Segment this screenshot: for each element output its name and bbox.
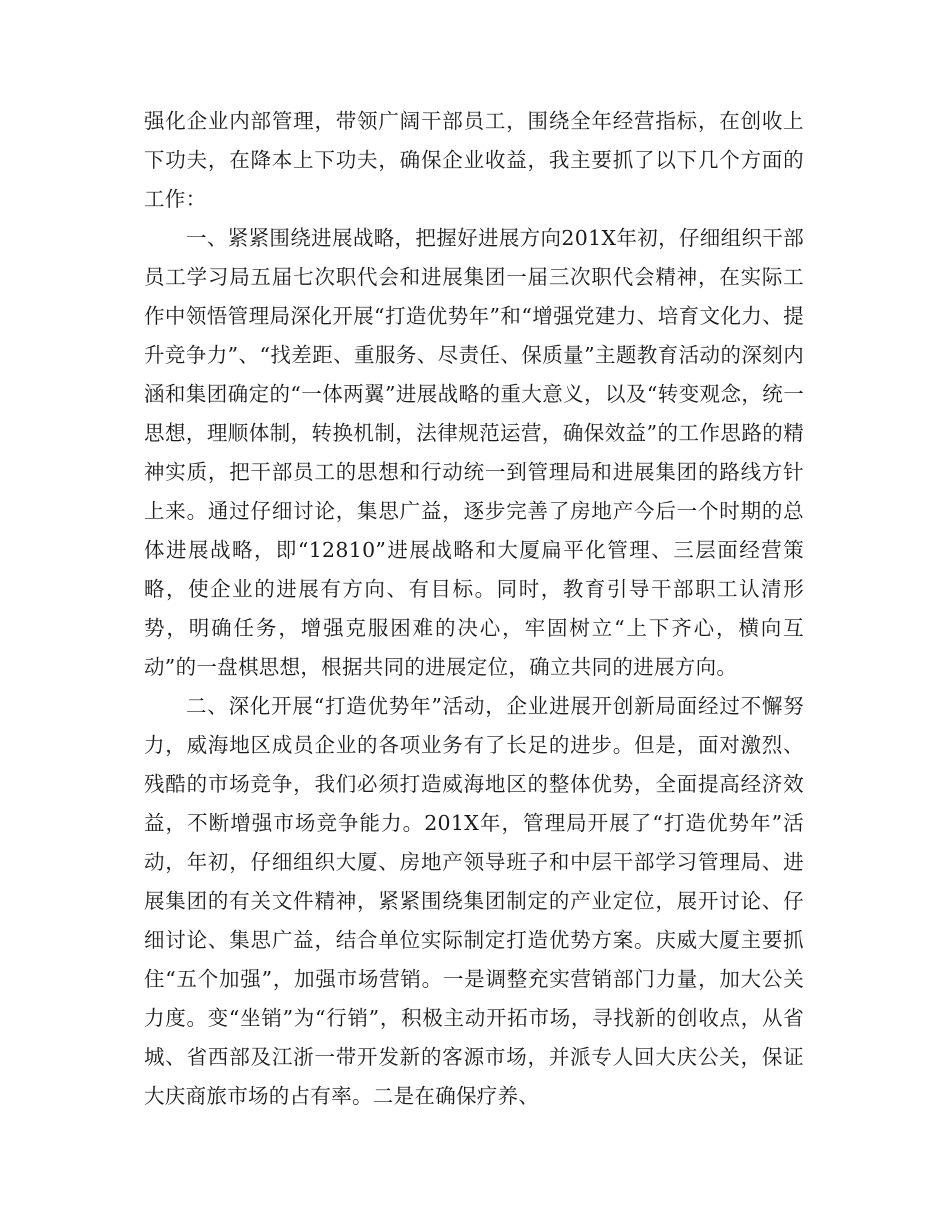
- paragraph-intro: 强化企业内部管理，带领广阔干部员工，围绕全年经营指标，在创收上下功夫，在降本上下功夫，确保企业收益，我主要抓了以下几个方面的工作：: [144, 109, 804, 211]
- paragraph-section-2: 二、深化开展“打造优势年”活动，企业进展开创新局面经过不懈努力，威海地区成员企业的各项业务有了长足的进步。但是，面对激烈、残酷的市场竞争，我们必须打造威海地区的整体优势，全面提高经济效益，不断增强市场竞争能力。201X年，管理局开展了“打造优势年”活动，年初，仔细组织大厦、房地产领导班子和中层干部学习管理局、进展集团的有关文件精神，紧紧围绕集团制定的产业定位，展开讨论、仔细讨论、集思广益，结合单位实际制定打造优势方案。庆威大厦主要抓住“五个加强”，加强市场营销。一是调整充实营销部门力量，加大公关力度。变“坐销”为“行销”，积极主动开拓市场，寻找新的创收点，从省城、省西部及江浙一带开发新的客源市场，并派专人回大庆公关，保证大庆商旅市场的占有率。二是在确保疗养、: [144, 694, 804, 1108]
- paragraph-section-1: 一、紧紧围绕进展战略，把握好进展方向201X年初，仔细组织干部员工学习局五届七次职代会和进展集团一届三次职代会精神，在实际工作中领悟管理局深化开展“打造优势年”和“增强党建力、培育文化力、提升竞争力”、“找差距、重服务、尽责任、保质量”主题教育活动的深刻内涵和集团确定的“一体两翼”进展战略的重大意义，以及“转变观念，统一思想，理顺体制，转换机制，法律规范运营，确保效益”的工作思路的精神实质，把干部员工的思想和行动统一到管理局和进展集团的路线方针上来。通过仔细讨论，集思广益，逐步完善了房地产今后一个时期的总体进展战略，即“12810”进展战略和大厦扁平化管理、三层面经营策略，使企业的进展有方向、有目标。同时，教育引导干部职工认清形势，明确任务，增强克服困难的决心，牢固树立“上下齐心，横向互动”的一盘棋思想，根据共同的进展定位，确立共同的进展方向。: [144, 226, 804, 679]
- document-body: [144, 102, 804, 1116]
